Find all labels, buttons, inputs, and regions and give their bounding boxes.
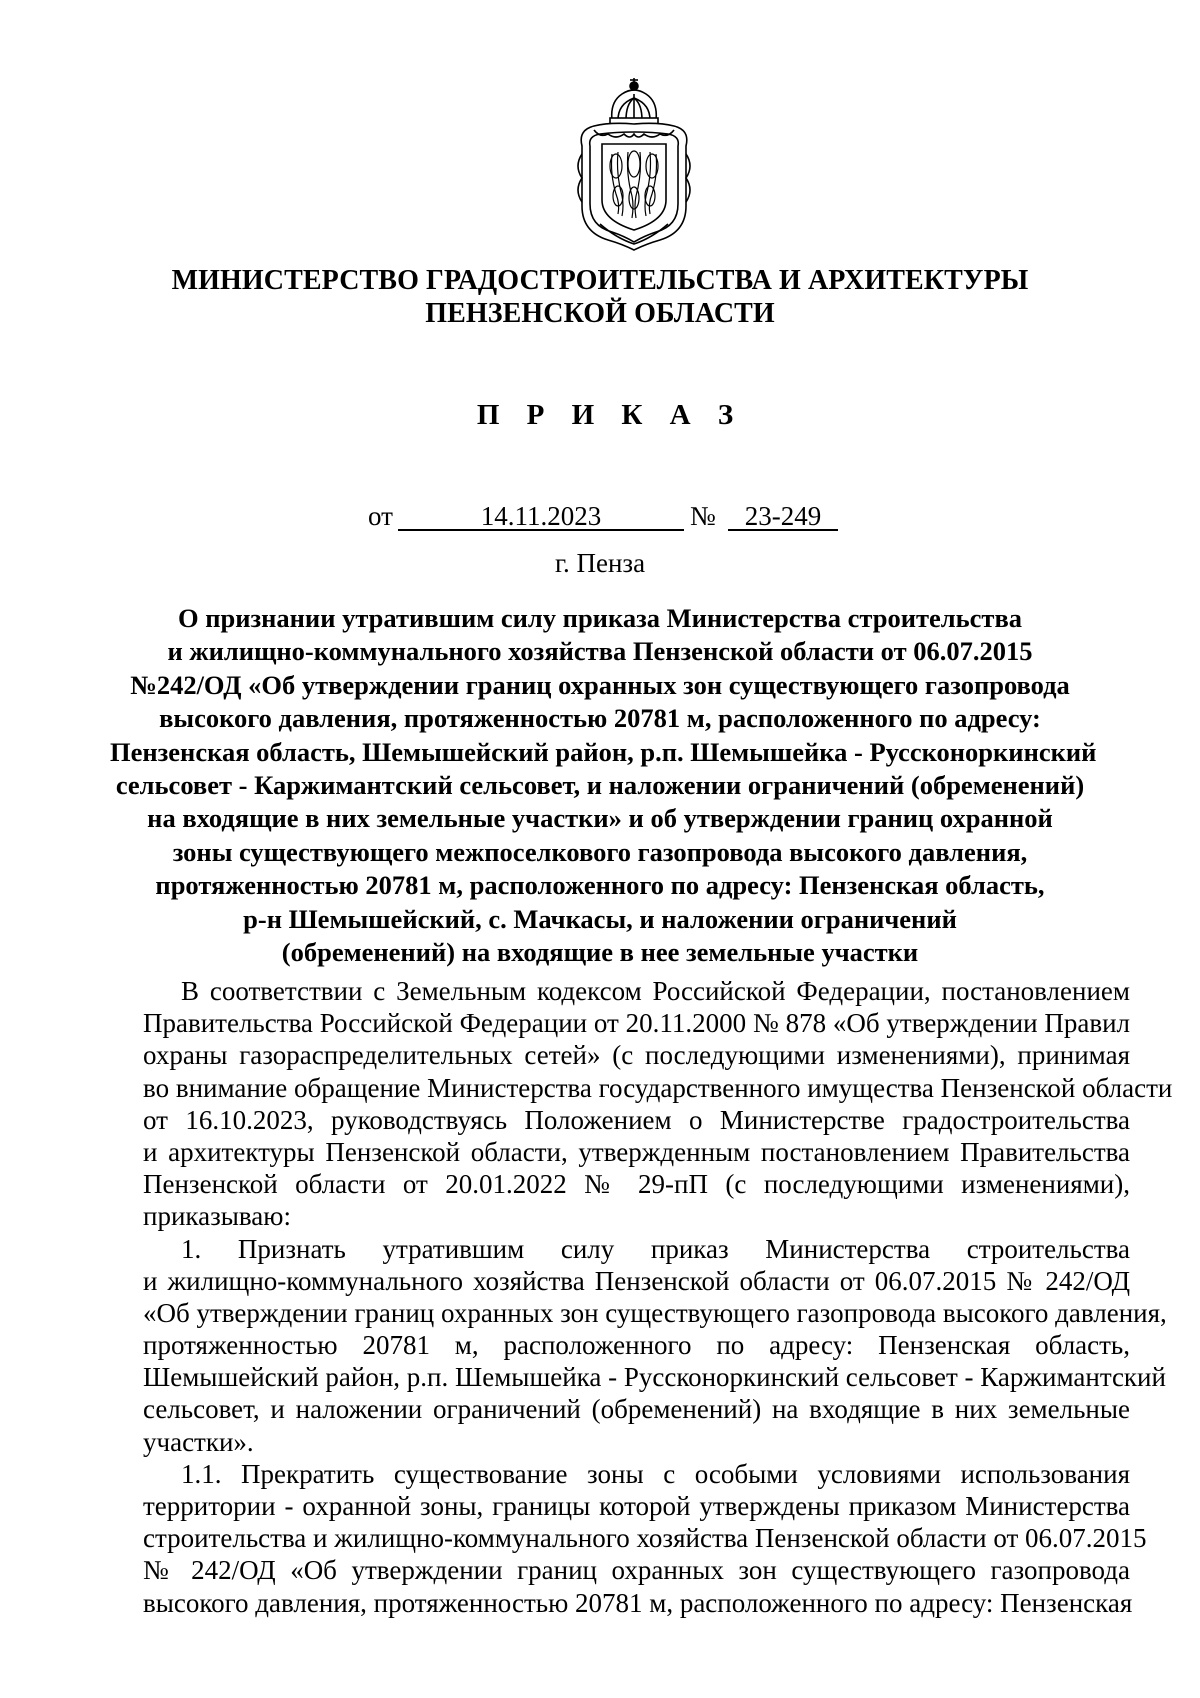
body-line: территории - охранной зоны, границы которой утверждены приказом Министерства xyxy=(143,1491,1130,1521)
body-line: Правительства Российской Федерации от 20.11.2000 № 878 «Об утверждении Правил xyxy=(143,1008,1130,1039)
subject-line: Пензенская область, Шемышейский район, р.п. Шемышейка - Руссконоркинский xyxy=(110,736,1097,767)
date-prefix: от xyxy=(368,501,393,531)
order-number: 23-249 xyxy=(744,501,822,531)
body-line: сельсовет, и наложении ограничений (обременений) на входящие в них земельные xyxy=(143,1394,1130,1425)
subject-line: высокого давления, протяженностью 20781 м, расположенного по адресу: xyxy=(159,703,1041,734)
body-line: приказываю: xyxy=(143,1201,291,1232)
body-line: и жилищно-коммунального хозяйства Пензенской области от 06.07.2015 № 242/ОД xyxy=(143,1265,1130,1296)
number-prefix: № xyxy=(690,501,716,531)
body-line: во внимание обращение Министерства государственного имущества Пензенской области xyxy=(143,1072,1173,1103)
order-subject xyxy=(110,602,1097,969)
body-line: строительства и жилищно-коммунального хозяйства Пензенской области от 06.07.2015 xyxy=(143,1523,1147,1554)
body-line: Пензенской области от 20.01.2022 № 29-пП (с последующими изменениями), xyxy=(143,1169,1130,1200)
order-date-number-row xyxy=(0,498,1200,534)
subject-line: №242/ОД «Об утверждении границ охранных зон существующего газопровода xyxy=(130,669,1070,700)
subject-line: и жилищно-коммунального хозяйства Пензенской области от 06.07.2015 xyxy=(167,636,1033,667)
subject-line: сельсовет - Каржимантский сельсовет, и наложении ограничений (обременений) xyxy=(115,770,1085,801)
body-line: «Об утверждении границ охранных зон существующего газопровода высокого давления, xyxy=(143,1297,1167,1328)
body-line: протяженностью 20781 м, расположенного по адресу: Пензенская область, xyxy=(143,1330,1130,1361)
order-city: г. Пенза xyxy=(554,548,646,578)
pensa-oblast-coat-of-arms-icon xyxy=(560,74,708,254)
body-line: 1.1. Прекратить существование зоны с особыми условиями использования xyxy=(181,1458,1130,1489)
body-line: высокого давления, протяженностью 20781 м, расположенного по адресу: Пензенская xyxy=(143,1587,1133,1618)
body-line: и архитектуры Пензенской области, утвержденным постановлением Правительства xyxy=(143,1136,1130,1167)
order-date: 14.11.2023 xyxy=(480,501,602,531)
body-line: Шемышейский район, р.п. Шемышейка - Руссконоркинский сельсовет - Каржимантский xyxy=(143,1362,1166,1393)
body-line: от 16.10.2023, руководствуясь Положением о Министерстве градостроительства xyxy=(143,1104,1130,1135)
subject-line: зоны существующего межпоселкового газопровода высокого давления, xyxy=(172,836,1028,867)
subject-line: (обременений) на входящие в нее земельные участки xyxy=(281,937,919,968)
subject-line: р-н Шемышейский, с. Мачкасы, и наложении ограничений xyxy=(243,903,957,934)
body-line: 1. Признать утратившим силу приказ Министерства строительства xyxy=(181,1233,1130,1264)
body-line: № 242/ОД «Об утверждении границ охранных зон существующего газопровода xyxy=(143,1555,1130,1586)
ministry-name-line-1: МИНИСТЕРСТВО ГРАДОСТРОИТЕЛЬСТВА И АРХИТЕКТУРЫ xyxy=(171,265,1029,296)
subject-line: протяженностью 20781 м, расположенного по адресу: Пензенская область, xyxy=(155,870,1045,901)
body-line: охраны газораспределительных сетей» (с последующими изменениями), принимая xyxy=(143,1040,1130,1071)
body-line: В соответствии с Земельным кодексом Российской Федерации, постановлением xyxy=(181,976,1130,1006)
subject-line: О признании утратившим силу приказа Министерства строительства xyxy=(177,603,1023,633)
order-body xyxy=(143,975,1173,1619)
ministry-name-line-2: ПЕНЗЕНСКОЙ ОБЛАСТИ xyxy=(425,298,775,329)
order-title: П Р И К А З xyxy=(476,399,744,431)
subject-line: на входящие в них земельные участки» и об утверждении границ охранной xyxy=(147,803,1053,834)
body-line: участки». xyxy=(143,1426,254,1457)
